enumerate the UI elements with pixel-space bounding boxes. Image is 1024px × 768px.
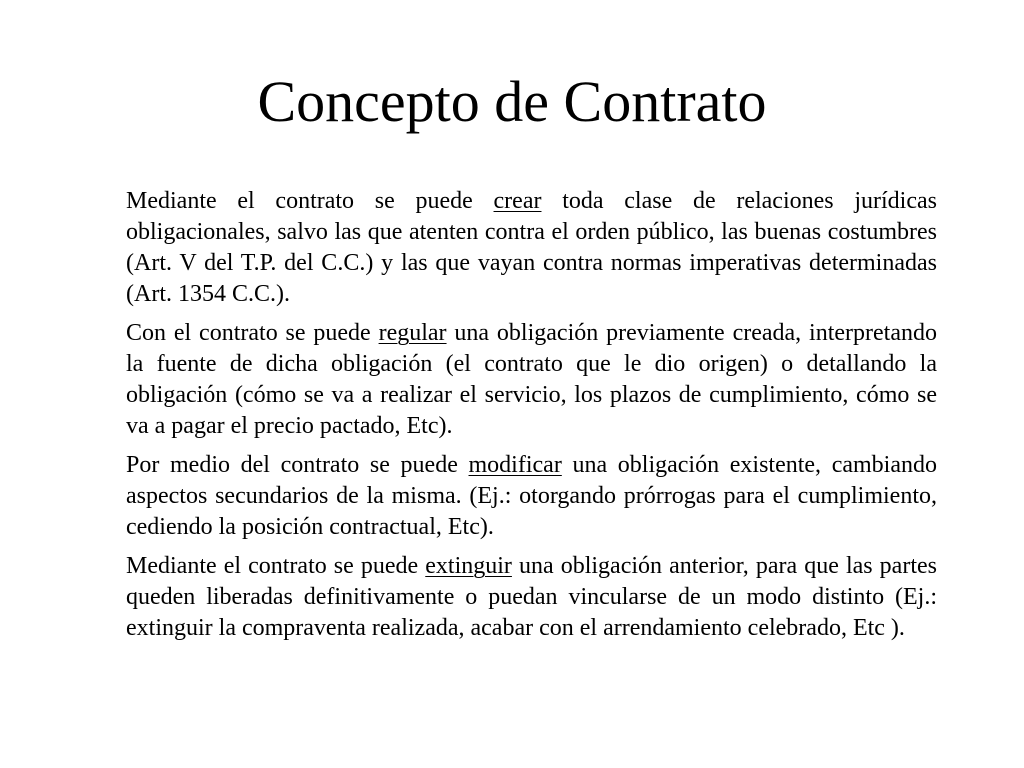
paragraph-text-end: una obligación previamente creada, interpretando la fuente de dicha obligación (el contrato que le dio origen) o detallando la obligación (cómo se va a realizar el servicio, los plazos de cumplimiento, cómo se va a pagar el precio pactado, Etc). [126,320,937,439]
paragraph-text-end: una obligación anterior, para que las partes queden liberadas definitivamente o puedan vincularse de un modo distinto (Ej.: extinguir la compraventa realizada, acabar con el arrendamiento celebrado, Etc ). [126,553,937,641]
paragraph-text-start: Por medio del contrato se puede [126,452,469,478]
keyword-modificar: modificar [468,452,562,478]
paragraph-crear [126,186,937,310]
paragraph-text-start: Con el contrato se puede [126,320,379,346]
paragraph-extinguir [126,551,937,644]
paragraph-regular [126,318,937,442]
paragraph-modificar [126,450,937,543]
slide-title: Concepto de Contrato [257,69,767,134]
keyword-extinguir: extinguir [425,553,512,579]
keyword-crear: crear [493,188,542,214]
paragraph-text-end: toda clase de relaciones jurídicas obligacionales, salvo las que atenten contra el orden público, las buenas costumbres (Art. V del T.P. del C.C.) y las que vayan contra normas imperativas determinadas (Art. 1354 C.C.). [126,188,937,307]
paragraph-text-start: Mediante el contrato se puede [126,188,494,214]
keyword-regular: regular [378,320,447,346]
paragraph-text-start: Mediante el contrato se puede [126,553,426,579]
paragraph-text-end: una obligación existente, cambiando aspectos secundarios de la misma. (Ej.: otorgando prórrogas para el cumplimiento, cediendo la posición contractual, Etc). [126,452,937,540]
slide-body [126,186,937,652]
